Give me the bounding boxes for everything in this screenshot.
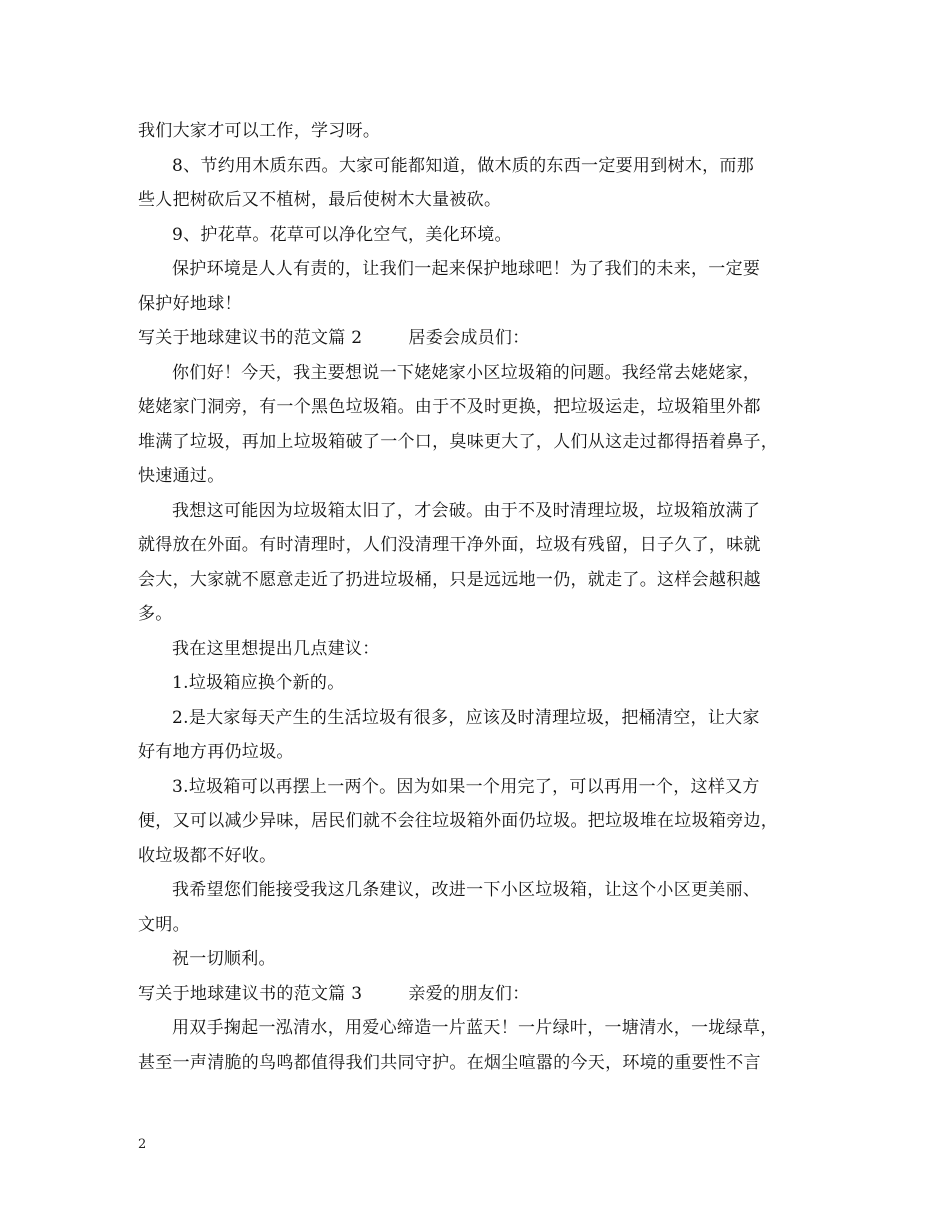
text-line: 你们好！今天，我主要想说一下姥姥家小区垃圾箱的问题。我经常去姥姥家， <box>172 362 761 383</box>
text-line: 姥姥家门洞旁，有一个黑色垃圾箱。由于不及时更换，把垃圾运走，垃圾箱里外都 <box>138 397 761 417</box>
text-line: 3.垃圾箱可以再摆上一两个。因为如果一个用完了，可以再用一个，这样又方 <box>172 776 760 797</box>
text-line: 文明。 <box>138 914 190 935</box>
text-line: 祝一切顺利。 <box>172 949 276 969</box>
document-body <box>138 114 814 1080</box>
text-line: 2.是大家每天产生的生活垃圾有很多，应该及时清理垃圾，把桶清空，让大家 <box>172 707 760 728</box>
text-line: 收垃圾都不好收。 <box>138 845 277 866</box>
text-line: 保护环境是人人有责的，让我们一起来保护地球吧！为了我们的未来，一定要 <box>172 259 761 279</box>
text-line: 堆满了垃圾，再加上垃圾箱破了一个口，臭味更大了，人们从这走过都得捂着鼻子， <box>138 431 779 452</box>
text-line: 会大，大家就不愿意走近了扔进垃圾桶，只是远远地一仍，就走了。这样会越积越 <box>138 569 761 590</box>
text-line: 我希望您们能接受我这几条建议，改进一下小区垃圾箱，让这个小区更美丽、 <box>172 880 761 900</box>
page-number: 2 <box>138 1137 147 1152</box>
text-line: 9、护花草。花草可以净化空气，美化环境。 <box>172 224 512 245</box>
salutation: 居委会成员们： <box>408 328 530 348</box>
text-line: 快速通过。 <box>138 466 225 486</box>
text-line: 就得放在外面。有时清理时，人们没清理干净外面，垃圾有残留，日子久了，味就 <box>138 535 761 555</box>
text-line: 我们大家才可以工作，学习呀。 <box>138 121 381 141</box>
text-line: 便，又可以减少异味，居民们就不会往垃圾箱外面仍垃圾。把垃圾堆在垃圾箱旁边， <box>138 811 779 831</box>
text-line: 甚至一声清脆的鸟鸣都值得我们共同守护。在烟尘喧嚣的今天，环境的重要性不言 <box>138 1052 761 1073</box>
section-title: 写关于地球建议书的范文篇 3 <box>138 983 363 1004</box>
section-heading <box>138 977 814 1012</box>
text-line: 我在这里想提出几点建议： <box>172 638 380 659</box>
salutation: 亲爱的朋友们： <box>408 983 530 1004</box>
section-title: 写关于地球建议书的范文篇 2 <box>138 328 363 348</box>
text-line: 1.垃圾箱应换个新的。 <box>172 673 345 693</box>
text-line: 些人把树砍后又不植树，最后使树木大量被砍。 <box>138 190 502 210</box>
text-line: 8、节约用木质东西。大家可能都知道，做木质的东西一定要用到树木，而那 <box>172 155 755 176</box>
text-line: 保护好地球！ <box>138 293 242 314</box>
text-line: 用双手掬起一泓清水，用爱心缔造一片蓝天！一片绿叶，一塘清水，一垅绿草， <box>172 1018 778 1038</box>
text-line: 多。 <box>138 604 173 624</box>
text-line: 好有地方再仍垃圾。 <box>138 742 294 762</box>
section-heading <box>138 321 814 356</box>
text-line: 我想这可能因为垃圾箱太旧了，才会破。由于不及时清理垃圾，垃圾箱放满了 <box>172 500 761 521</box>
